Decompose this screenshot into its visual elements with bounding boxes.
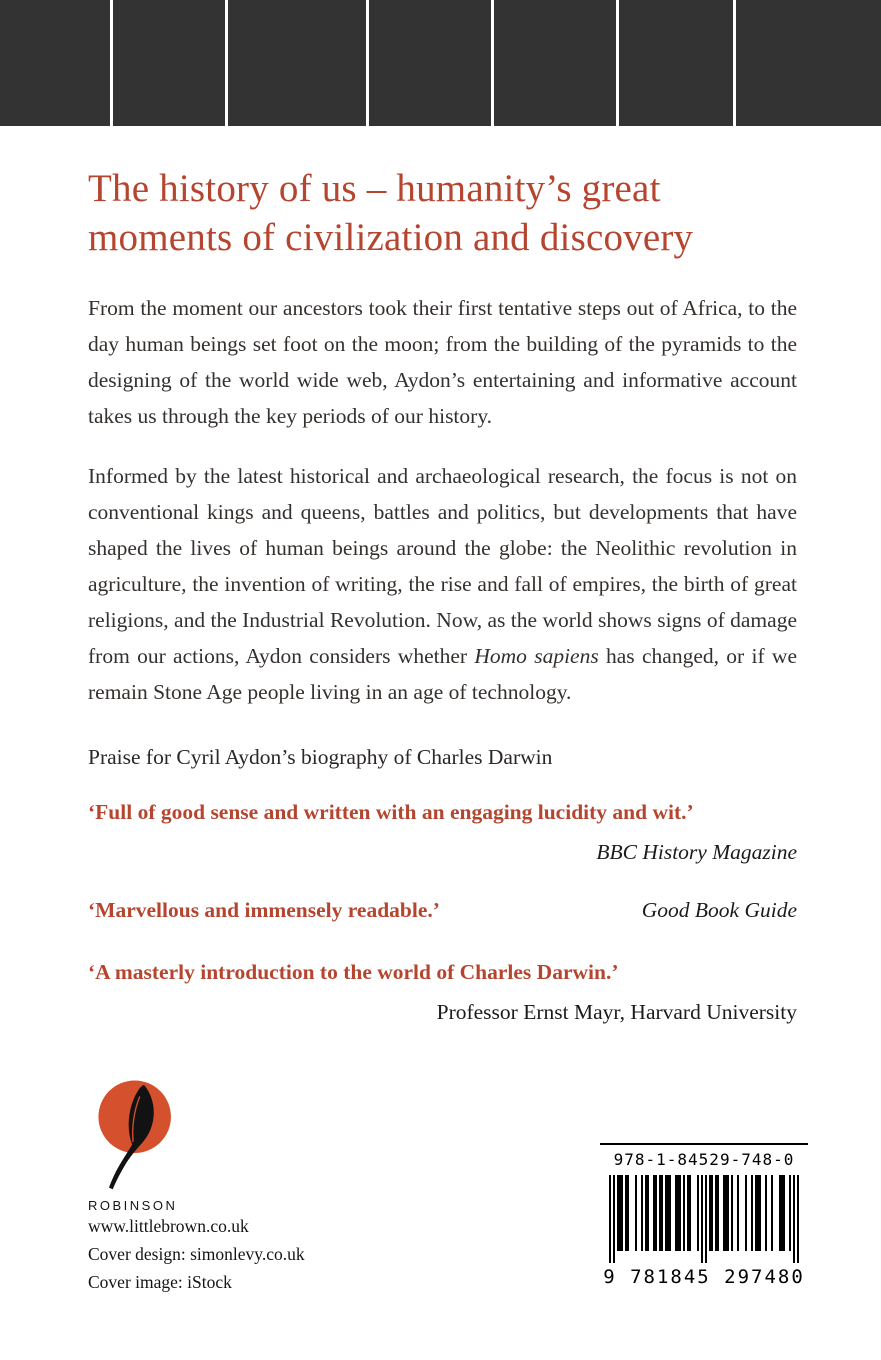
barcode-block [600,1143,808,1288]
robinson-feather-logo [90,1078,176,1196]
statue-photo-panel [0,0,110,126]
cover-image-credit: Cover image: iStock [88,1272,232,1292]
statue-photo-panel [736,0,881,126]
synopsis-2-text-after: has changed, or if we remain Stone Age people living in an age of technology. [88,644,797,705]
quote-attribution: BBC History Magazine [596,840,797,865]
statue-photo-panel [494,0,616,126]
cover-design-credit: Cover design: simonlevy.co.uk [88,1244,305,1264]
praise-intro: Praise for Cyril Aydon’s biography of Charles Darwin [88,745,553,770]
synopsis-paragraph-1: From the moment our ancestors took their first tentative steps out of Africa, to the day human beings set foot on the moon; from the building of the pyramids to the designing of the world wide web, Aydon’s entertaining and informative account takes us through the key periods of our history. [88,296,797,429]
quote-text: ‘A masterly introduction to the world of Charles Darwin.’ [88,960,619,985]
statue-photo-panel [113,0,225,126]
synopsis-2-italic-title: Homo sapiens [474,644,599,669]
review-quote-1 [88,796,797,868]
barcode-digits: 9 781845 297480 [603,1266,805,1288]
statue-photo-panel [619,0,733,126]
statue-photo-panel [228,0,366,126]
isbn-number: 978-1-84529-748-0 [600,1143,808,1175]
quote-text: ‘Marvellous and immensely readable.’ [88,898,440,923]
quote-attribution: Good Book Guide [641,898,797,923]
barcode-bar [797,1175,799,1263]
statue-photo-strip [0,0,881,126]
publisher-website: www.littlebrown.co.uk [88,1216,249,1236]
back-cover-text-column [0,126,881,1028]
quote-text: ‘Full of good sense and written with an engaging lucidity and wit.’ [88,800,694,825]
synopsis-2-text-before: Informed by the latest historical and archaeological research, the focus is not on conventional kings and queens, battles and politics, but developments that have shaped the lives of human beings around the globe: the Neolithic revolution in agriculture, the invention of writing, the rise and fall of empires, the birth of great religions, and the Industrial Revolution. Now, as the world shows signs of damage from our actions, Aydon considers whether [88,464,797,669]
publisher-block [88,1078,348,1293]
publisher-name: ROBINSON [88,1198,178,1213]
review-quote-2 [88,894,797,926]
review-quote-3 [88,956,797,1028]
quote-attribution: Professor Ernst Mayr, Harvard University [436,1000,797,1025]
statue-photo-panel [369,0,491,126]
synopsis-paragraph-2 [88,458,797,710]
barcode-bars [600,1175,808,1263]
headline: The history of us – humanity’s great moments of civilization and discovery [88,167,694,260]
